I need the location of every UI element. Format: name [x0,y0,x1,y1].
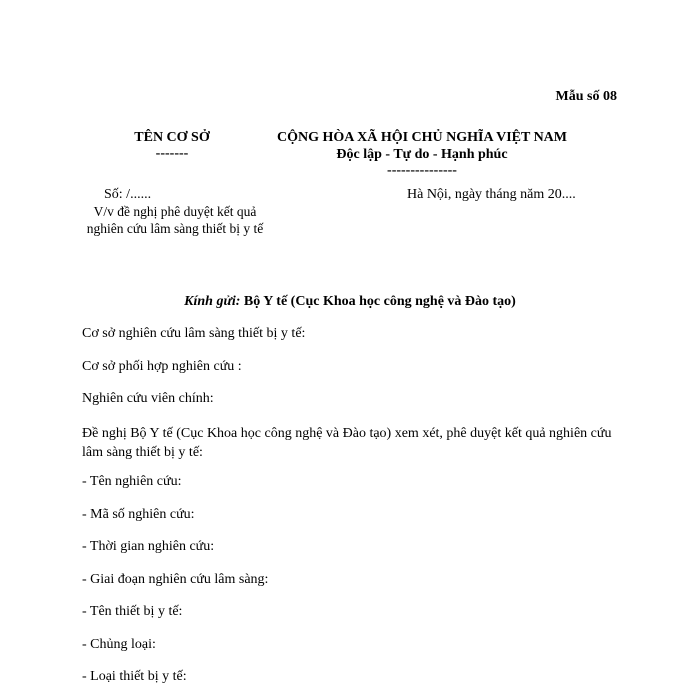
principal-investigator-field: Nghiên cứu viên chính: [82,391,214,406]
list-item: - Thời gian nghiên cứu: [82,539,215,554]
document-subject: V/v đề nghị phê duyệt kết quả nghiên cứu lâm sàng thiết bị y tế [86,204,264,236]
facility-name-heading: TÊN CƠ SỞ [134,130,210,145]
list-item: - Loại thiết bị y tế: [82,669,187,684]
form-code: Mẫu số 08 [555,89,617,104]
cooperating-facility-field: Cơ sở phối hợp nghiên cứu : [82,359,242,374]
recipient-prefix: Kính gửi: [184,294,241,309]
national-name-heading: CỘNG HÒA XÃ HỘI CHỦ NGHĨA VIỆT NAM [276,130,567,145]
request-paragraph: Đề nghị Bộ Y tế (Cục Khoa học công nghệ và Đào tạo) xem xét, phê duyệt kết quả nghiên cứu lâm sàng thiết bị y tế: [82,426,612,460]
list-item: - Tên thiết bị y tế: [82,604,183,619]
national-motto: Độc lập - Tự do - Hạnh phúc [336,147,508,162]
document-number: Số: /...... [104,187,152,202]
list-item: - Chủng loại: [82,637,156,652]
recipient-line [0,294,700,310]
research-facility-field: Cơ sở nghiên cứu lâm sàng thiết bị y tế: [82,326,306,341]
recipient-name: Bộ Y tế (Cục Khoa học công nghệ và Đào tạo) [243,294,516,309]
place-and-date: Hà Nội, ngày tháng năm 20.... [407,187,576,202]
list-item: - Mã số nghiên cứu: [82,507,195,522]
facility-name-divider: ------- [155,146,189,161]
motto-divider: --------------- [387,163,457,178]
list-item: - Tên nghiên cứu: [82,474,182,489]
list-item: - Giai đoạn nghiên cứu lâm sàng: [82,572,269,587]
